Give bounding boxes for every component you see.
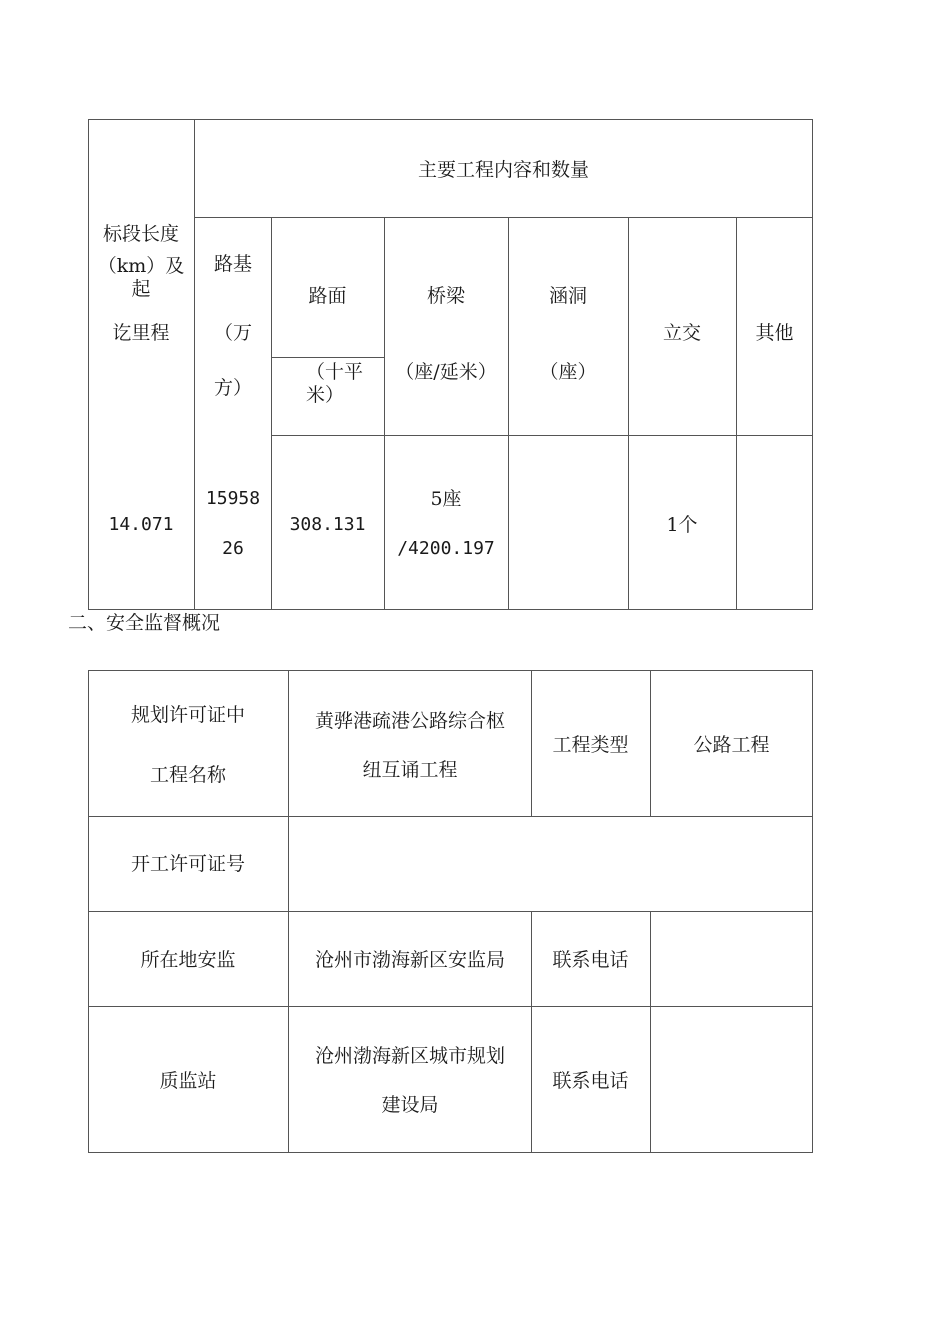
header-pavement: 路面: [308, 285, 347, 307]
header-roadbed-unit-line2: 方）: [214, 377, 253, 399]
header-section-length-line4: 讫里程: [112, 322, 170, 344]
label-start-permit-number: 开工许可证号: [130, 853, 245, 875]
header-main-works: 主要工程内容和数量: [417, 159, 589, 181]
header-culvert-unit: （座）: [539, 361, 597, 383]
value-project-name-line1: 黄骅港疏港公路综合枢: [314, 710, 505, 732]
value-quality-station-line1: 沧州渤海新区城市规划: [314, 1045, 505, 1067]
header-section-length-line2: （km）及: [97, 255, 185, 277]
header-pavement-unit-line2: 米）: [306, 384, 345, 406]
header-bridge: 桥梁: [426, 285, 465, 307]
cell-roadbed-line2: 26: [222, 538, 244, 559]
label-project-type: 工程类型: [552, 734, 629, 756]
section2-heading: 二、安全监督概况: [68, 612, 221, 634]
value-local-safety-bureau: 沧州市渤海新区安监局: [314, 949, 505, 971]
header-pavement-unit-line1: （十平: [306, 361, 364, 383]
label-plan-permit-name-line1: 规划许可证中: [130, 704, 245, 726]
cell-section-length: 14.071: [108, 514, 174, 535]
cell-interchange: 1个: [666, 514, 698, 536]
header-roadbed: 路基: [213, 253, 252, 275]
header-section-length-line3: 起: [131, 278, 151, 300]
label-contact-phone-1: 联系电话: [552, 949, 629, 971]
value-project-type: 公路工程: [693, 734, 770, 756]
header-culvert: 涵洞: [548, 285, 587, 307]
label-quality-station: 质监站: [159, 1070, 217, 1092]
label-plan-permit-name-line2: 工程名称: [149, 764, 226, 786]
label-contact-phone-2: 联系电话: [552, 1070, 629, 1092]
value-quality-station-line2: 建设局: [381, 1094, 439, 1116]
cell-roadbed-line1: 15958: [205, 488, 261, 509]
header-other: 其他: [755, 322, 794, 344]
header-bridge-unit: （座/延米）: [395, 361, 497, 383]
cell-pavement: 308.131: [289, 514, 366, 535]
value-project-name-line2: 纽互诵工程: [362, 759, 458, 781]
header-section-length-line1: 标段长度: [102, 223, 179, 245]
header-interchange: 立交: [662, 322, 701, 344]
cell-bridge-line1: 5座: [430, 488, 462, 510]
label-local-safety-bureau: 所在地安监: [140, 949, 236, 971]
cell-bridge-line2: /4200.197: [397, 538, 495, 559]
header-roadbed-unit-line1: （万: [214, 322, 253, 344]
